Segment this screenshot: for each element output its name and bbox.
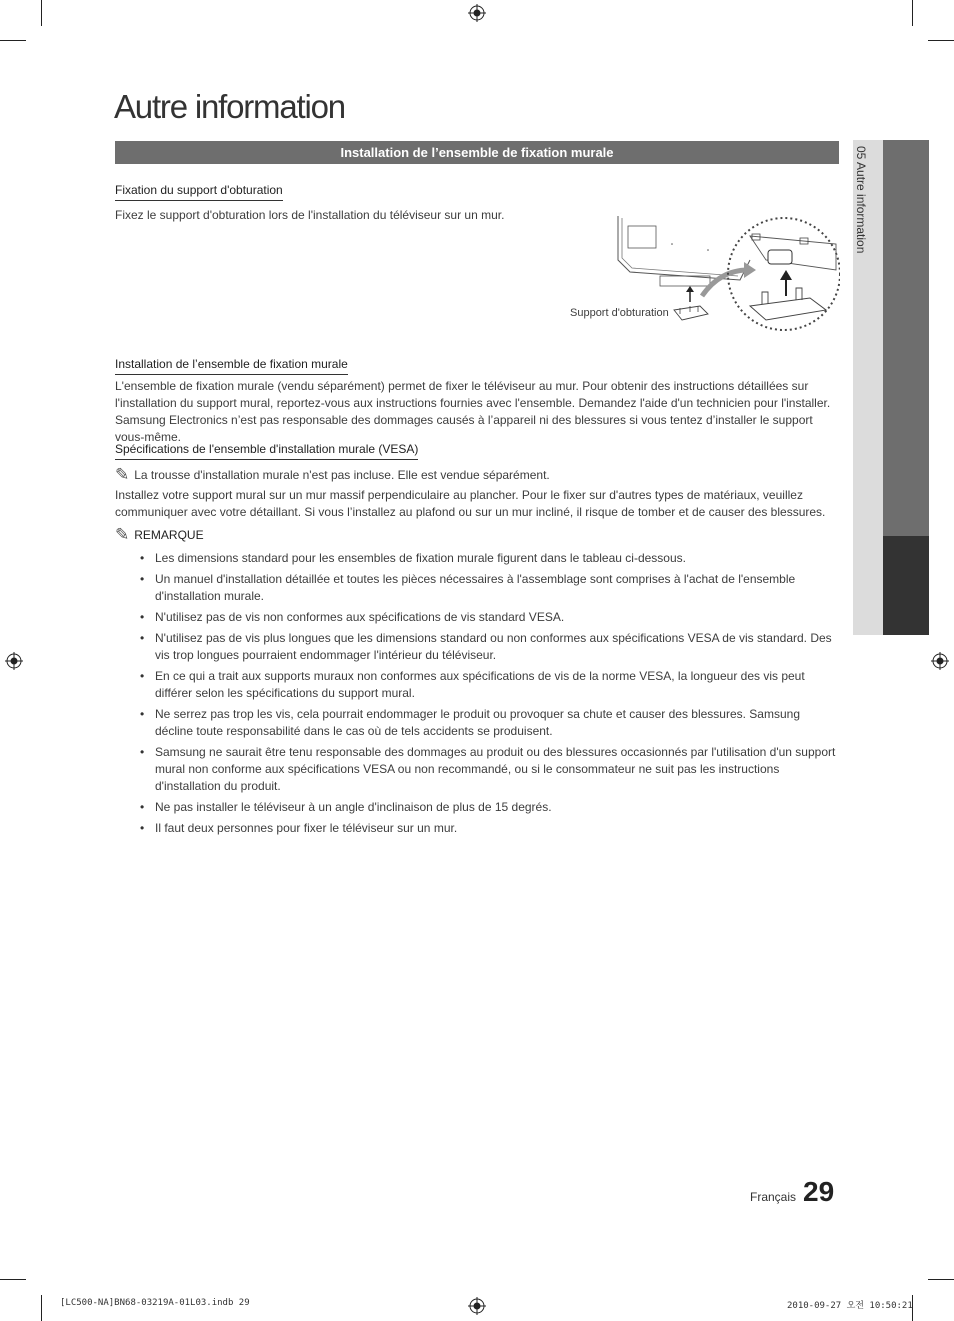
remark-item: • Les dimensions standard pour les ensembles de fixation murale figurent dans le tableau ci-dessous. (140, 550, 840, 567)
vesa-heading: Spécifications de l'ensemble d'installation murale (VESA) (115, 442, 418, 460)
crop-mark (928, 40, 954, 41)
blanking-bracket-text: Fixez le support d'obturation lors de l'installation du téléviseur sur un mur. (115, 208, 505, 222)
remark-item: • Il faut deux personnes pour fixer le téléviseur sur un mur. (140, 820, 840, 837)
remark-item: • Samsung ne saurait être tenu responsable des dommages au produit ou des blessures occasionnés par l'utilisation d'un support mural non conforme aux spécifications VESA ou non recommandé, ou si le consommateur ne suit pas les instructions d'installation du produit. (140, 744, 840, 795)
crop-mark (41, 1295, 42, 1321)
vesa-note-text: La trousse d'installation murale n'est pas incluse. Elle est vendue séparément. (134, 468, 550, 482)
registration-mark-icon (468, 4, 486, 22)
wall-mount-heading: Installation de l’ensemble de fixation murale (115, 357, 348, 375)
remark-label-text: REMARQUE (134, 528, 204, 542)
remark-item: • N'utilisez pas de vis non conformes aux spécifications de vis standard VESA. (140, 609, 840, 626)
print-timestamp: 2010-09-27 오전 10:50:21 (787, 1301, 913, 1311)
blanking-bracket-heading: Fixation du support d'obturation (115, 183, 283, 201)
remark-item: • Ne pas installer le téléviseur à un angle d'inclinaison de plus de 15 degrés. (140, 799, 840, 816)
remark-item: • Un manuel d'installation détaillée et toutes les pièces nécessaires à l'assemblage sont comprises à l'achat de l'ensemble d'installation murale. (140, 571, 840, 605)
remark-item: • N'utilisez pas de vis plus longues que les dimensions standard ou non conformes aux spécifications VESA de vis standard. Des vis trop longues pourraient endommager l'intérieur du téléviseur. (140, 630, 840, 664)
file-info: [LC500-NA]BN68-03219A-01L03.indb 29 (60, 1298, 250, 1308)
note-pencil-icon: ✎ (115, 465, 130, 484)
remark-item: • Ne serrez pas trop les vis, cela pourrait endommager le produit ou provoquer sa chute et causer des blessures. Samsung décline toute responsabilité dans le cas où de tels accidents se produisent. (140, 706, 840, 740)
remark-item: • En ce qui a trait aux supports muraux non conformes aux spécifications de vis de la norme VESA, la longueur des vis peut différer selon les spécifications du support mural. (140, 668, 840, 702)
side-tab-darker (883, 536, 929, 635)
vesa-text: Installez votre support mural sur un mur massif perpendiculaire au plancher. Pour le fixer sur d'autres types de matériaux, veuillez communiquer avec votre détaillant. Si vous l’installez au plafond ou sur un mur incliné, il risque de tomber et de causer des blessures. (115, 488, 826, 519)
crop-mark (0, 1279, 26, 1280)
wall-mount-text: L'ensemble de fixation murale (vendu séparément) permet de fixer le téléviseur au mur. Pour obtenir des instructions détaillées sur l'installation du support mural, reportez-vous aux instructions fournies avec l'ensemble. Demandez l'aide d'un technicien pour l'installer. Samsung Electronics n’est pas responsable des dommages causés à l’appareil ni des blessures si vous tentez d’installer le support vous-même. (115, 379, 831, 444)
remark-label (115, 525, 204, 544)
note-pencil-icon: ✎ (115, 525, 130, 544)
page-number: 29 (803, 1176, 835, 1207)
remark-list (140, 550, 840, 841)
registration-mark-icon (5, 652, 23, 670)
page-title: Autre information (114, 88, 345, 125)
crop-mark (0, 40, 26, 41)
crop-mark (928, 1279, 954, 1280)
crop-mark (41, 0, 42, 26)
blanking-bracket-label: Support d'obturation (570, 307, 669, 319)
vesa-note (115, 465, 550, 484)
side-tab-dark (883, 140, 929, 536)
footer-language: Français (750, 1190, 797, 1204)
side-tab-label: 05 Autre information (854, 146, 868, 254)
registration-mark-icon (468, 1297, 486, 1315)
crop-mark (912, 0, 913, 26)
registration-mark-icon (931, 652, 949, 670)
section-header-bar: Installation de l’ensemble de fixation murale (115, 141, 839, 164)
